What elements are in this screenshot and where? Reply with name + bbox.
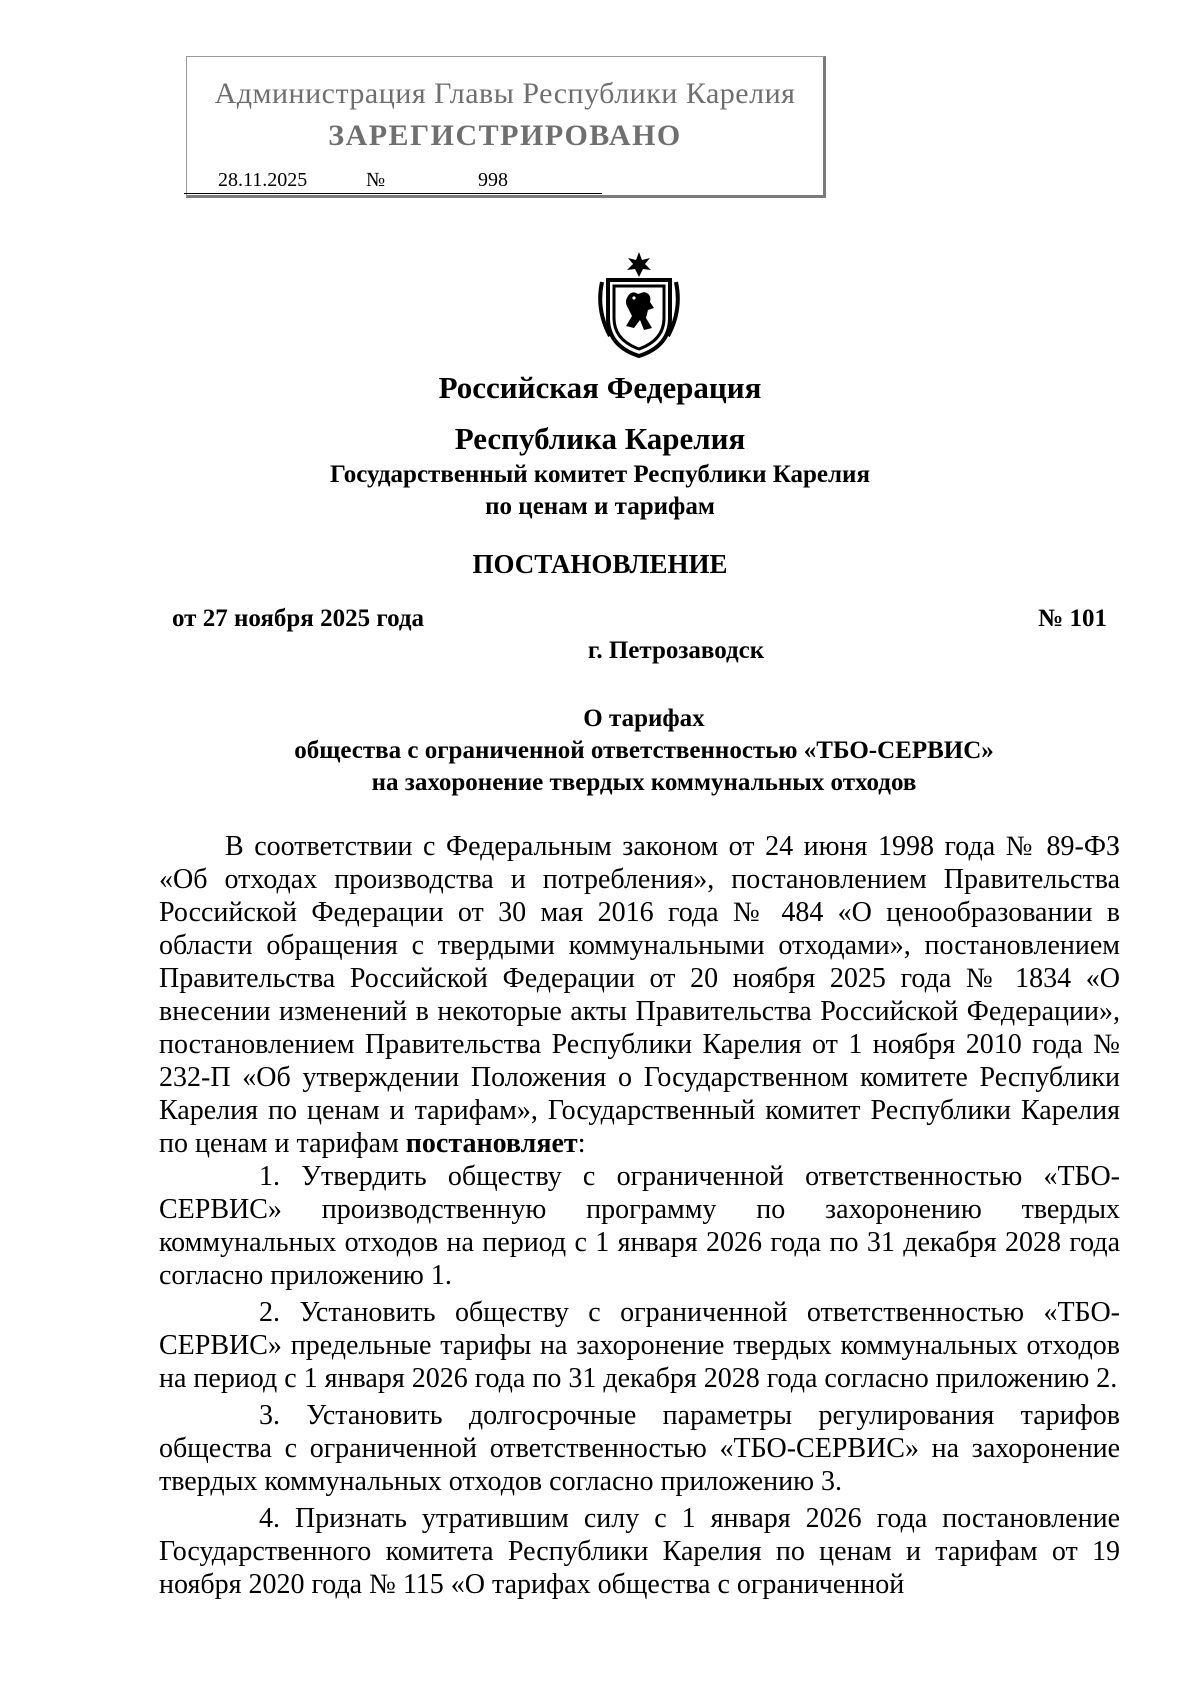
stamp-registered: ЗАРЕГИСТРИРОВАНО	[328, 119, 682, 152]
item-3: 3. Установить долгосрочные параметры регулирования тарифов общества с ограниченной ответственностью «ТБО-СЕРВИС» на захоронение твердых коммунальных отходов согласно приложению 3.	[159, 1400, 1120, 1497]
intro-colon: :	[577, 1128, 586, 1159]
committee-heading-line1: Государственный комитет Республики Карелия	[330, 461, 870, 488]
karelia-coat-of-arms-icon	[594, 250, 684, 358]
document-date: от 27 ноября 2025 года	[172, 605, 424, 632]
document-city: г. Петрозаводск	[587, 637, 765, 664]
country-heading: Российская Федерация	[438, 370, 762, 405]
document-title-line1: О тарифах	[583, 705, 705, 732]
document-number: № 101	[1038, 605, 1107, 632]
intro-text: В соответствии с Федеральным законом от 24 июня 1998 года № 89-ФЗ «Об отходах производства и потребления», постановлением Правительства Российской Федерации от 30 мая 2016 года № 484 «О ценообразовании в области обращения с твердыми коммунальными отходами», постановлением Правительства Российской Федерации от 20 ноября 2025 года № 1834 «О внесении изменений в некоторые акты Правительства Российской Федерации», постановлением Правительства Республики Карелия от 1 ноября 2010 года № 232-П «Об утверждении Положения о Государственном комитете Республики Карелия по ценам и тарифам», Государственный комитет Республики Карелия по ценам и тарифам	[159, 831, 1120, 1159]
document-body	[159, 830, 1120, 1601]
stamp-date: 28.11.2025	[218, 169, 308, 191]
committee-heading-line2: по ценам и тарифам	[485, 493, 715, 520]
document-type: ПОСТАНОВЛЕНИЕ	[472, 549, 728, 579]
item-4: 4. Признать утратившим силу с 1 января 2026 года постановление Государственного комитета Республики Карелия по ценам и тарифам от 19 ноября 2020 года № 115 «О тарифах общества с ограниченной	[159, 1503, 1120, 1600]
item-1: 1. Утвердить обществу с ограниченной ответственностью «ТБО-СЕРВИС» производственную программу по захоронению твердых коммунальных отходов на период с 1 января 2026 года по 31 декабря 2028 года согласно приложению 1.	[159, 1161, 1120, 1291]
stamp-number: 998	[478, 169, 508, 191]
republic-heading: Республика Карелия	[454, 421, 746, 456]
intro-paragraph	[159, 830, 1120, 1160]
stamp-number-sign: №	[366, 169, 386, 191]
stamp-registration-line	[184, 167, 602, 194]
document-title-line3: на захоронение твердых коммунальных отходов	[371, 769, 917, 796]
intro-verb: постановляет	[405, 1128, 578, 1159]
item-2: 2. Установить обществу с ограниченной ответственностью «ТБО-СЕРВИС» предельные тарифы на захоронение твердых коммунальных отходов на период с 1 января 2026 года по 31 декабря 2028 года согласно приложению 2.	[159, 1297, 1120, 1394]
stamp-authority: Администрация Главы Республики Карелия	[214, 77, 796, 110]
document-title-line2: общества с ограниченной ответственностью «ТБО-СЕРВИС»	[294, 737, 994, 764]
